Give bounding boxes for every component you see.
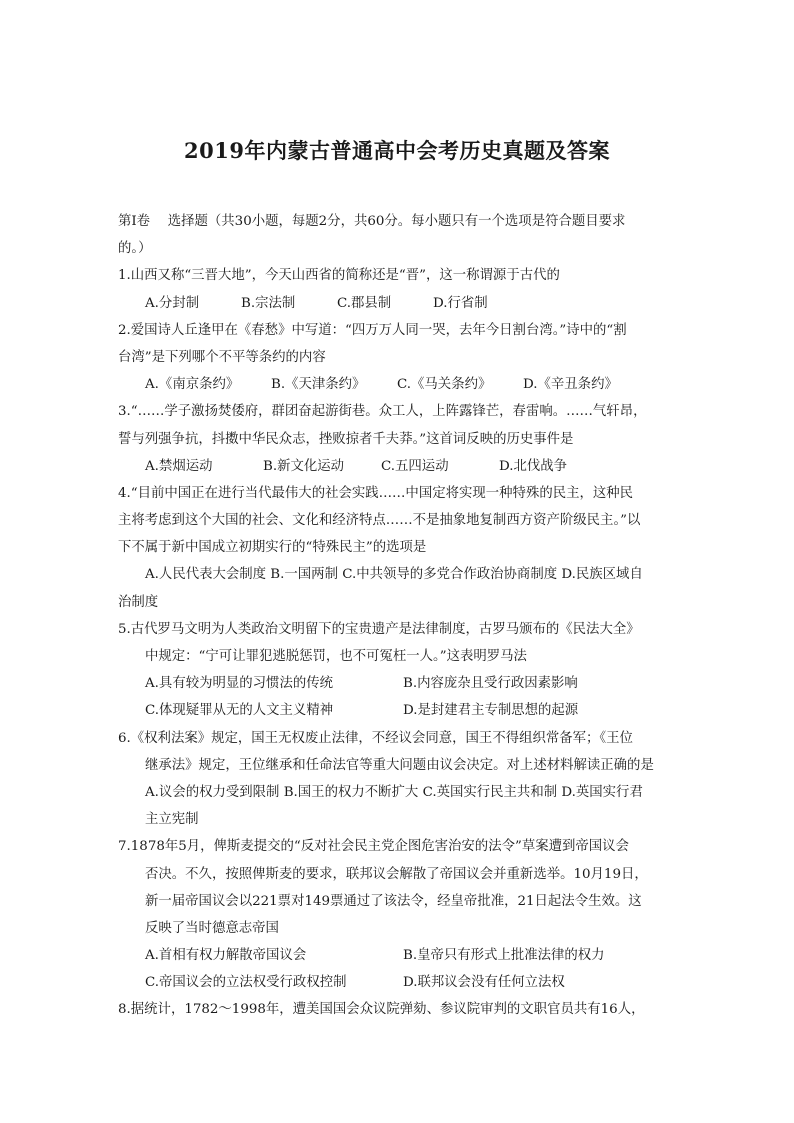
section-intro: 第Ⅰ卷 选择题（共30小题，每题2分，共60分。每小题只有一个选项是符合题目要求 (118, 214, 626, 229)
page-title: 2019年内蒙古普通高中会考历史真题及答案 (184, 138, 610, 163)
question-3-stem-cont: 誓与列强争抗，抖擞中华民众志，挫败掠者千夫莽。”这首词反映的历史事件是 (118, 431, 574, 447)
option-c: C.《马关条约》 (397, 377, 492, 393)
question-2-options (118, 371, 680, 398)
option-d: D.联邦议会没有任何立法权 (403, 975, 565, 991)
option-b: B.《天津条约》 (271, 377, 366, 393)
question-5-stem: 5.古代罗马文明为人类政治文明留下的宝贵遗产是法律制度，古罗马颁布的《民法大全》 (118, 621, 640, 637)
question-5-stem-cont: 中规定：“宁可让罪犯逃脱惩罚，也不可冤枉一人。”这表明罗马法 (145, 649, 527, 664)
question-3-stem: 3.“……学子激扬焚倭府，群团奋起游街巷。众工人，上阵露锋芒，春雷响。……气轩昂， (118, 404, 647, 420)
question-4-stem-cont: 主将考虑到这个大国的社会、文化和经济特点……不是抽象地复制西方资产阶级民主。”以 (118, 513, 641, 529)
option-c: C.郡县制 (337, 295, 392, 311)
question-5-options-cd (118, 697, 680, 724)
question-2-stem: 2.爱国诗人丘逢甲在《春愁》中写道：“四万万人同一哭，去年今日割台湾。”诗中的“割 (118, 322, 627, 338)
question-7-stem-cont: 反映了当时德意志帝国 (145, 920, 279, 936)
question-8-stem: 8.据统计，1782～1998年，遭美国国会众议院弹劾、参议院审判的文职官员共有16人， (118, 1002, 645, 1018)
option-d: D.是封建君主专制思想的起源 (403, 703, 579, 719)
option-a: A.分封制 (145, 295, 200, 311)
option-a: A.《南京条约》 (145, 377, 240, 393)
question-6-options-cont: 主立宪制 (145, 812, 199, 828)
question-6-options: A.议会的权力受到限制 B.国王的权力不断扩大 C.英国实行民主共和制 D.英国实行君 (145, 784, 643, 800)
option-d: D.《辛丑条约》 (523, 377, 618, 393)
option-c: C.五四运动 (381, 458, 449, 474)
question-6-stem: 6.《权利法案》规定，国王无权废止法律，不经议会同意，国王不得组织常备军；《王位 (118, 730, 633, 746)
option-a: A.禁烟运动 (145, 458, 213, 474)
question-7-options-cd (118, 969, 680, 996)
question-1-options (118, 290, 680, 317)
option-d: D.北伐战争 (499, 458, 568, 474)
question-4-options-cont: 治制度 (118, 594, 159, 610)
document-body (118, 208, 680, 1024)
question-6-stem-cont: 继承法》规定，王位继承和任命法官等重大问题由议会决定。对上述材料解读正确的是 (145, 757, 654, 773)
option-c: C.帝国议会的立法权受行政权控制 (145, 975, 347, 991)
question-3-options (118, 453, 680, 480)
option-b: B.新文化运动 (263, 458, 345, 474)
question-5-options-ab (118, 670, 680, 697)
option-d: D.行省制 (433, 295, 488, 311)
option-a: A.首相有权力解散帝国议会 (145, 948, 307, 964)
question-1-stem: 1.山西又称“三晋大地”，今天山西省的简称还是“晋”，这一称谓源于古代的 (118, 268, 560, 284)
question-4-stem: 4.“目前中国正在进行当代最伟大的社会实践……中国定将实现一种特殊的民主，这种民 (118, 485, 634, 501)
question-7-options-ab (118, 942, 680, 969)
option-b: B.宗法制 (241, 295, 296, 311)
question-2-stem-cont: 台湾”是下列哪个不平等条约的内容 (118, 349, 326, 365)
option-b: B.内容庞杂且受行政因素影响 (403, 676, 578, 692)
option-a: A.具有较为明显的习惯法的传统 (145, 676, 334, 692)
question-4-options: A.人民代表大会制度 B.一国两制 C.中共领导的多党合作政治协商制度 D.民族区域自 (145, 567, 643, 583)
section-intro-cont: 的。） (118, 241, 152, 257)
question-4-stem-cont: 下不属于新中国成立初期实行的“特殊民主”的选项是 (118, 540, 427, 556)
question-7-stem-cont: 否决。不久，按照俾斯麦的要求，联邦议会解散了帝国议会并重新选举。10月19日， (145, 866, 648, 882)
question-7-stem: 7.1878年5月，俾斯麦提交的“反对社会民主党企图危害治安的法令”草案遭到帝国议会 (118, 839, 629, 855)
option-b: B.皇帝只有形式上批准法律的权力 (403, 948, 605, 964)
option-c: C.体现疑罪从无的人文主义精神 (145, 703, 334, 719)
question-7-stem-cont: 新一届帝国议会以221票对149票通过了该法令，经皇帝批准，21日起法令生效。这 (145, 893, 642, 909)
